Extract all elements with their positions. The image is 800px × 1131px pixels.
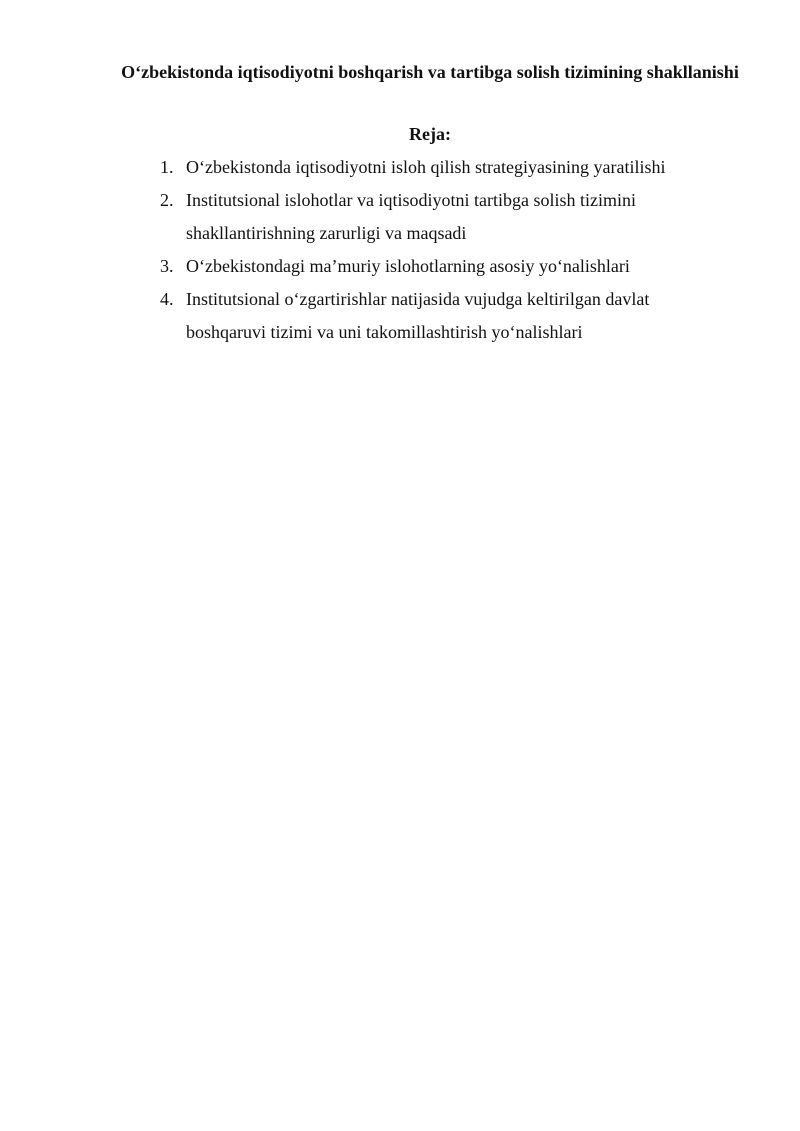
plan-item-4 (160, 283, 720, 349)
document-title: O‘zbekistonda iqtisodiyotni boshqarish va tartibga solish tizimining shakllanishi (121, 62, 739, 82)
plan-item-text: O‘zbekistonda iqtisodiyotni isloh qilish strategiyasining yaratilishi (186, 157, 666, 177)
plan-item-3 (160, 250, 720, 283)
plan-list (160, 151, 720, 349)
plan-item-number: 2. (160, 190, 174, 210)
plan-item-1 (160, 151, 720, 184)
plan-item-2 (160, 184, 720, 250)
plan-heading: Reja: (409, 124, 451, 144)
plan-item-number: 4. (160, 289, 174, 309)
plan-item-number: 1. (160, 157, 174, 177)
plan-item-text: O‘zbekistondagi ma’muriy islohotlarning asosiy yo‘nalishlari (186, 256, 630, 276)
plan-item-number: 3. (160, 256, 174, 276)
plan-item-text: Institutsional islohotlar va iqtisodiyotni tartibga solish tizimini shakllantirishning zarurligi va maqsadi (186, 190, 636, 243)
plan-item-text: Institutsional o‘zgartirishlar natijasida vujudga keltirilgan davlat boshqaruvi tizimi va uni takomillashtirish yo‘nalishlari (186, 289, 650, 342)
